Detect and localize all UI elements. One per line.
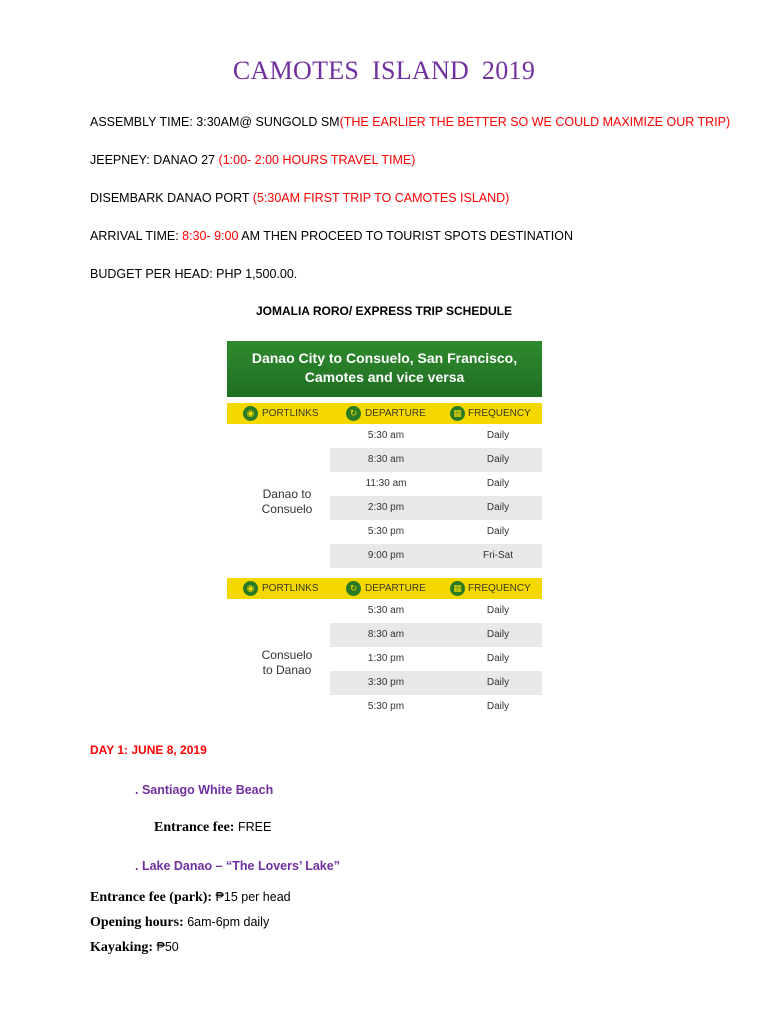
assembly-note: (THE EARLIER THE BETTER SO WE COULD MAXIMIZE OUR TRIP): [339, 115, 731, 129]
arrival-rest: AM THEN PROCEED TO TOURIST SPOTS DESTINATION: [238, 229, 574, 243]
departure-cell: 3:30 pm: [367, 677, 405, 688]
spot-name: . Santiago White Beach: [135, 783, 274, 797]
portlinks-icon: ◉: [243, 581, 258, 596]
disembark-label: DISEMBARK DANAO PORT: [90, 191, 253, 205]
jeepney-note: (1:00- 2:00 HOURS TRAVEL TIME): [218, 153, 416, 167]
departure-cell: 8:30 am: [367, 629, 405, 640]
route-outbound-line1: Danao to: [262, 487, 312, 501]
departure-cell: 5:30 pm: [367, 526, 405, 537]
col-portlinks: PORTLINKS: [262, 583, 319, 594]
table-row: [330, 671, 542, 695]
frequency-cell: Daily: [486, 454, 510, 465]
hours-label: Opening hours:: [90, 915, 184, 930]
kayak-line: [90, 940, 179, 956]
fee-label: Entrance fee:: [154, 820, 235, 835]
assembly-line: [90, 115, 730, 129]
route-inbound: [255, 648, 319, 678]
table-row: [330, 647, 542, 671]
frequency-cell: Daily: [486, 478, 510, 489]
schedule-heading: [227, 341, 542, 397]
col-departure: DEPARTURE: [365, 408, 426, 419]
departure-cell: 9:00 pm: [367, 550, 405, 561]
col-portlinks: PORTLINKS: [262, 408, 319, 419]
departure-icon: ↻: [346, 406, 361, 421]
hours-line: [90, 915, 269, 931]
fee-label: Entrance fee (park):: [90, 890, 213, 905]
calendar-icon: ▦: [450, 406, 465, 421]
hours-value: 6am-6pm daily: [183, 915, 270, 929]
schedule-heading-line1: Danao City to Consuelo, San Francisco,: [251, 350, 518, 366]
table-row: [330, 623, 542, 647]
kayak-label: Kayaking:: [90, 940, 154, 955]
spot-fee-line: [154, 820, 271, 836]
frequency-cell: Daily: [486, 677, 510, 688]
schedule-graphic: [227, 341, 542, 721]
assembly-label: ASSEMBLY TIME: 3:30AM@ SUNGOLD SM: [90, 115, 340, 129]
departure-cell: 5:30 pm: [367, 701, 405, 712]
departure-cell: 5:30 am: [367, 430, 405, 441]
schedule-heading-line2: Camotes and vice versa: [304, 369, 465, 385]
table-row: [330, 544, 542, 568]
spot-fee-line: [90, 890, 291, 906]
schedule-header-inbound: [227, 578, 542, 599]
day-heading: DAY 1: JUNE 8, 2019: [90, 743, 207, 757]
arrival-line: [90, 229, 573, 243]
budget-line: BUDGET PER HEAD: PHP 1,500.00.: [90, 267, 298, 281]
jeepney-line: [90, 153, 415, 167]
kayak-value: ₱50: [153, 940, 179, 954]
fee-value: ₱15 per head: [212, 890, 291, 904]
col-departure: DEPARTURE: [365, 583, 426, 594]
fee-value: FREE: [234, 820, 272, 834]
portlinks-icon: ◉: [243, 406, 258, 421]
frequency-cell: Daily: [486, 653, 510, 664]
departure-cell: 2:30 pm: [367, 502, 405, 513]
frequency-cell: Daily: [486, 502, 510, 513]
disembark-note: (5:30AM FIRST TRIP TO CAMOTES ISLAND): [252, 191, 510, 205]
table-row: [330, 472, 542, 496]
route-outbound-line2: Consuelo: [261, 502, 313, 516]
departure-cell: 5:30 am: [367, 605, 405, 616]
table-row: [330, 695, 542, 719]
table-row: [330, 424, 542, 448]
departure-cell: 8:30 am: [367, 454, 405, 465]
frequency-cell: Daily: [486, 629, 510, 640]
frequency-cell: Daily: [486, 701, 510, 712]
arrival-time: 8:30- 9:00: [182, 229, 239, 243]
route-inbound-line2: to Danao: [262, 663, 312, 677]
page-title: CAMOTES ISLAND 2019: [232, 56, 536, 85]
spot-name: . Lake Danao – “The Lovers’ Lake”: [135, 859, 340, 873]
frequency-cell: Daily: [486, 430, 510, 441]
departure-cell: 11:30 am: [365, 478, 407, 489]
table-row: [330, 599, 542, 623]
frequency-cell: Daily: [486, 526, 510, 537]
table-row: [330, 520, 542, 544]
departure-icon: ↻: [346, 581, 361, 596]
route-outbound: [255, 487, 319, 517]
arrival-label: ARRIVAL TIME:: [90, 229, 183, 243]
disembark-line: [90, 191, 509, 205]
table-row: [330, 448, 542, 472]
frequency-cell: Daily: [486, 605, 510, 616]
route-inbound-line1: Consuelo: [261, 648, 313, 662]
frequency-cell: Fri-Sat: [483, 550, 513, 561]
schedule-title: JOMALIA RORO/ EXPRESS TRIP SCHEDULE: [255, 304, 513, 318]
schedule-header-outbound: [227, 403, 542, 424]
jeepney-label: JEEPNEY: DANAO 27: [90, 153, 219, 167]
col-frequency: FREQUENCY: [468, 408, 531, 419]
calendar-icon: ▦: [450, 581, 465, 596]
table-row: [330, 496, 542, 520]
departure-cell: 1:30 pm: [367, 653, 405, 664]
col-frequency: FREQUENCY: [468, 583, 531, 594]
